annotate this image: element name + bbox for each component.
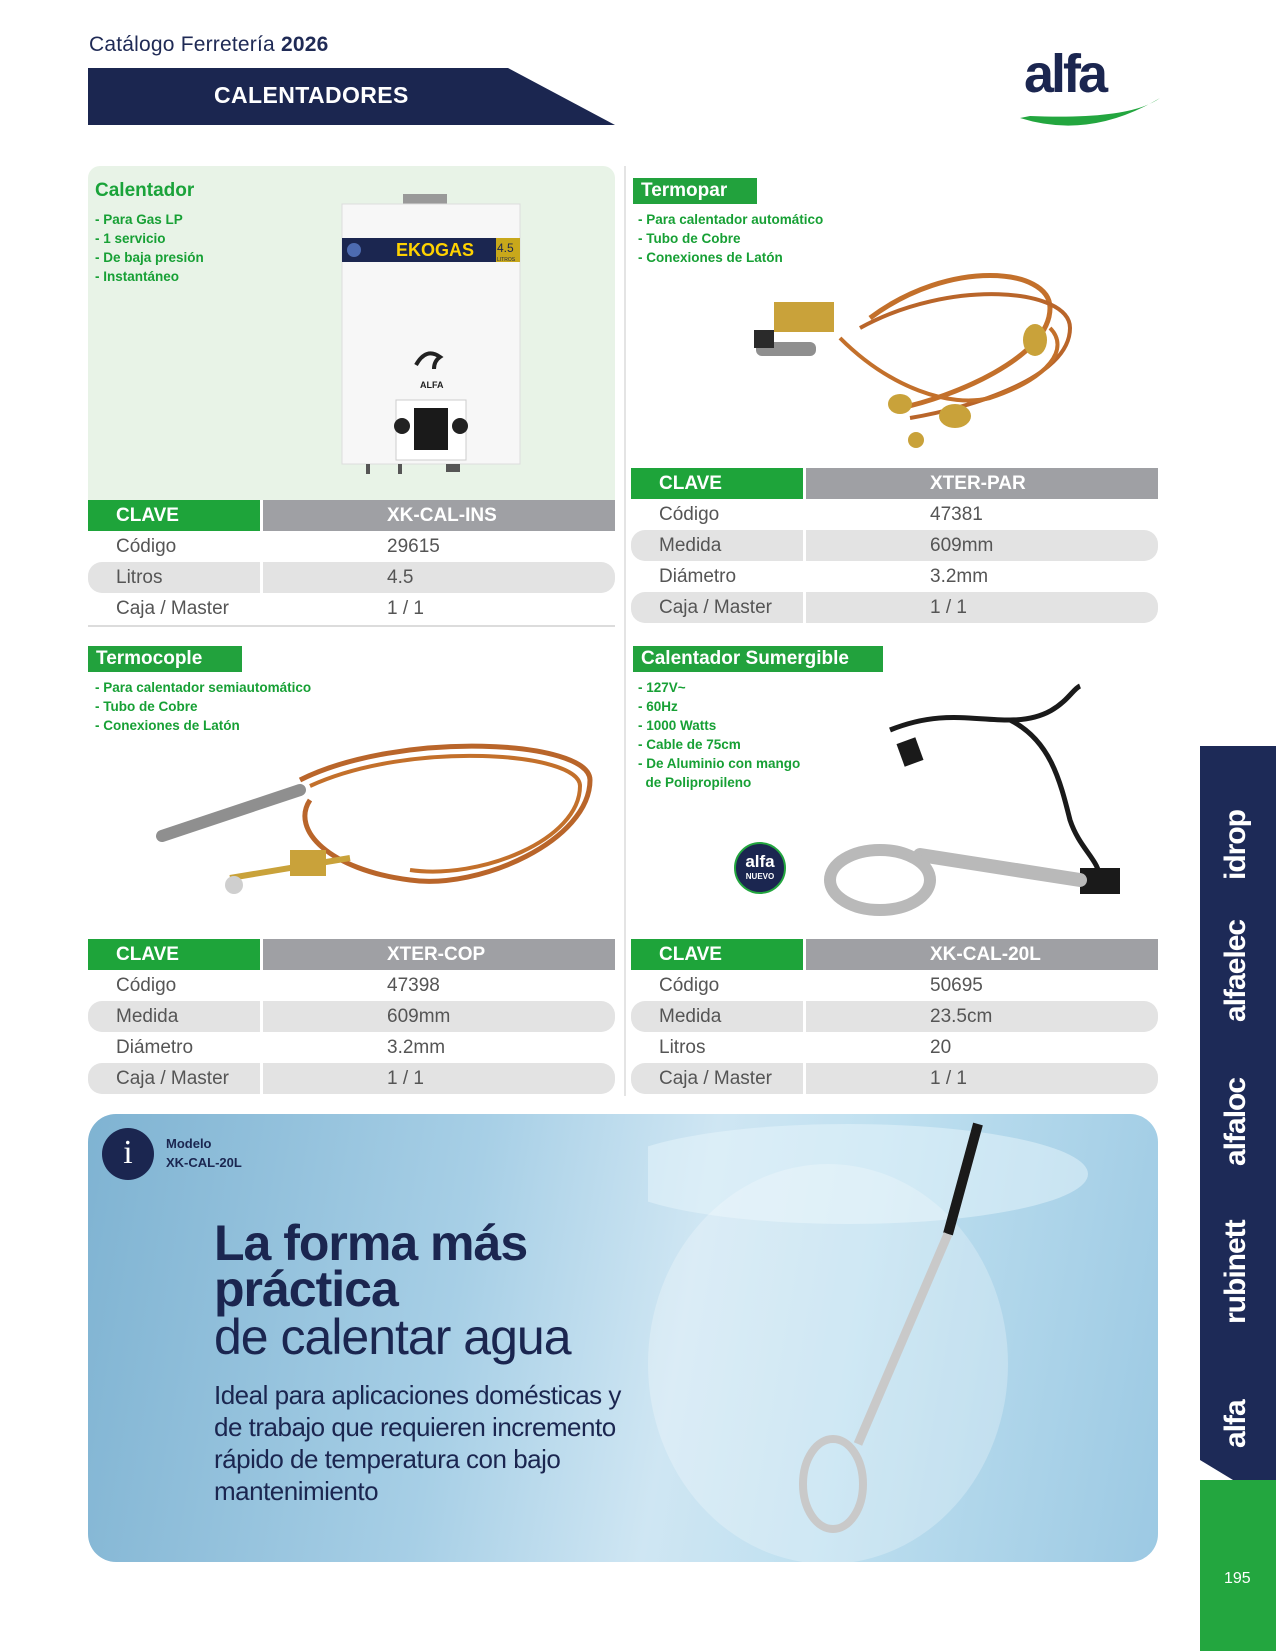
table-cell-key: Litros xyxy=(659,1037,706,1058)
table-row xyxy=(88,1032,615,1063)
feature-item: - Tubo de Cobre xyxy=(638,229,823,248)
model-code: XK-CAL-20L xyxy=(166,1155,242,1170)
table-cell-key: Caja / Master xyxy=(631,1063,803,1094)
brand-alfaelec: alfaelec xyxy=(1219,919,1252,1022)
headline-line: La forma más xyxy=(214,1215,528,1271)
clave-label: CLAVE xyxy=(631,468,803,499)
table-cell-value: 1 / 1 xyxy=(263,1063,615,1094)
table-cell-value: 3.2mm xyxy=(930,566,989,587)
table-cell-value: 1 / 1 xyxy=(806,592,1158,623)
table-row xyxy=(631,530,1158,561)
brand-alfa: alfa xyxy=(1219,1400,1252,1448)
table-cell-key: Código xyxy=(659,975,720,996)
promo-headline-light: de calentar agua xyxy=(214,1309,571,1365)
brand-idrop: idrop xyxy=(1219,810,1252,880)
table-cell-key: Medida xyxy=(631,1001,803,1032)
table-row xyxy=(631,592,1158,623)
feature-list xyxy=(95,678,311,735)
badge-brand: alfa xyxy=(745,852,775,871)
info-icon: i xyxy=(102,1128,154,1180)
spec-table xyxy=(631,939,1158,1094)
clave-label: CLAVE xyxy=(631,939,803,970)
feature-list xyxy=(95,210,204,286)
clave-value: XTER-PAR xyxy=(806,468,1158,499)
headline-line: práctica xyxy=(214,1261,398,1317)
clave-value: XK-CAL-20L xyxy=(806,939,1158,970)
table-cell-key: Caja / Master xyxy=(631,592,803,623)
promo-body: Ideal para aplicaciones domésticas y de trabajo que requieren incremento rápido de temperatura con bajo mantenimiento xyxy=(214,1380,621,1506)
capacity-label: 4.5 xyxy=(497,241,514,255)
spec-table xyxy=(88,500,615,624)
table-cell-value: 50695 xyxy=(930,975,983,996)
table-row xyxy=(631,561,1158,592)
feature-item: de Polipropileno xyxy=(645,775,752,790)
table-cell-key: Medida xyxy=(88,1001,260,1032)
table-cell-key: Caja / Master xyxy=(116,598,229,619)
spec-table xyxy=(88,939,615,1094)
table-cell-key: Código xyxy=(659,504,720,525)
table-cell-key: Código xyxy=(116,975,177,996)
promo-headline xyxy=(214,1215,528,1317)
table-cell-key: Código xyxy=(116,536,177,557)
page-number: 195 xyxy=(1224,1570,1251,1587)
table-cell-value: 23.5cm xyxy=(806,1001,1158,1032)
table-cell-value: 1 / 1 xyxy=(387,598,424,619)
table-bottom-line xyxy=(88,625,615,627)
table-cell-value: 4.5 xyxy=(263,562,615,593)
capacity-unit-label: LITROS xyxy=(497,257,516,263)
table-cell-key: Caja / Master xyxy=(88,1063,260,1094)
brand-rubinett: rubinett xyxy=(1219,1220,1252,1324)
feature-item: - Cable de 75cm xyxy=(638,735,800,754)
table-cell-value: 47398 xyxy=(387,975,440,996)
model-label: Modelo xyxy=(166,1136,212,1151)
feature-item: - Para calentador automático xyxy=(638,210,823,229)
feature-item: - 127V~ xyxy=(638,678,800,697)
brand-wordmark: alfa xyxy=(1024,44,1106,104)
table-row xyxy=(88,593,615,624)
table-header-row xyxy=(88,939,615,970)
thermopar-image xyxy=(750,268,1120,458)
feature-item: - Conexiones de Latón xyxy=(638,248,823,267)
table-row xyxy=(631,1063,1158,1094)
feature-item: - 1 servicio xyxy=(95,229,204,248)
table-header-row xyxy=(631,468,1158,499)
table-cell-key: Diámetro xyxy=(659,566,737,587)
clave-value: XTER-COP xyxy=(263,939,615,970)
ekogas-label: EKOGAS xyxy=(396,240,475,260)
table-cell-value: 47381 xyxy=(930,504,983,525)
maker-label: ALFA xyxy=(420,380,444,390)
badge-text: NUEVO xyxy=(745,872,775,881)
table-row xyxy=(88,970,615,1001)
table-cell-value: 3.2mm xyxy=(387,1037,446,1058)
brand-alfaloc: alfaloc xyxy=(1219,1077,1252,1166)
catalog-prefix: Catálogo Ferretería xyxy=(89,33,275,56)
table-row xyxy=(88,562,615,593)
spec-table xyxy=(631,468,1158,623)
product-title: Termopar xyxy=(633,178,757,204)
table-row xyxy=(88,531,615,562)
section-banner xyxy=(88,68,615,125)
table-cell-value: 20 xyxy=(930,1037,952,1058)
thermocouple-image xyxy=(150,740,600,910)
product-title: Calentador Sumergible xyxy=(633,646,883,672)
feature-item: - Para Gas LP xyxy=(95,210,204,229)
clave-value: XK-CAL-INS xyxy=(263,500,615,531)
feature-item: - Conexiones de Latón xyxy=(95,716,311,735)
section-title: CALENTADORES xyxy=(214,82,409,108)
clave-label: CLAVE xyxy=(88,939,260,970)
table-row xyxy=(631,499,1158,530)
table-row xyxy=(631,1032,1158,1063)
page-number-tab xyxy=(1200,1480,1276,1651)
column-divider xyxy=(624,166,626,1096)
immersion-heater-image xyxy=(810,680,1150,920)
table-cell-value: 29615 xyxy=(387,536,440,557)
water-heater-image xyxy=(336,190,526,480)
table-cell-key: Medida xyxy=(631,530,803,561)
alfa-logo xyxy=(1010,40,1170,130)
water-background xyxy=(648,1114,1158,1562)
feature-item: - 60Hz xyxy=(638,697,800,716)
feature-item: - Para calentador semiautomático xyxy=(95,678,311,697)
table-header-row xyxy=(631,939,1158,970)
catalog-title xyxy=(89,33,328,57)
product-title: Termocople xyxy=(88,646,242,672)
table-row xyxy=(88,1001,615,1032)
table-cell-value: 1 / 1 xyxy=(806,1063,1158,1094)
feature-item: - Instantáneo xyxy=(95,267,204,286)
table-cell-key: Diámetro xyxy=(116,1037,194,1058)
table-cell-value: 609mm xyxy=(806,530,1158,561)
table-cell-value: 609mm xyxy=(263,1001,615,1032)
table-row xyxy=(88,1063,615,1094)
table-row xyxy=(631,1001,1158,1032)
table-cell-key: Litros xyxy=(88,562,260,593)
feature-item: - De Aluminio con mango xyxy=(638,754,800,773)
catalog-year: 2026 xyxy=(280,33,329,56)
feature-item: - De baja presión xyxy=(95,248,204,267)
table-row xyxy=(631,970,1158,1001)
promo-banner xyxy=(88,1114,1158,1562)
feature-list xyxy=(638,210,823,267)
feature-item: - Tubo de Cobre xyxy=(95,697,311,716)
nuevo-badge xyxy=(734,842,786,894)
feature-item: - 1000 Watts xyxy=(638,716,800,735)
product-title: Calentador xyxy=(95,180,195,201)
feature-list xyxy=(638,678,800,792)
table-header-row xyxy=(88,500,615,531)
clave-label: CLAVE xyxy=(88,500,260,531)
